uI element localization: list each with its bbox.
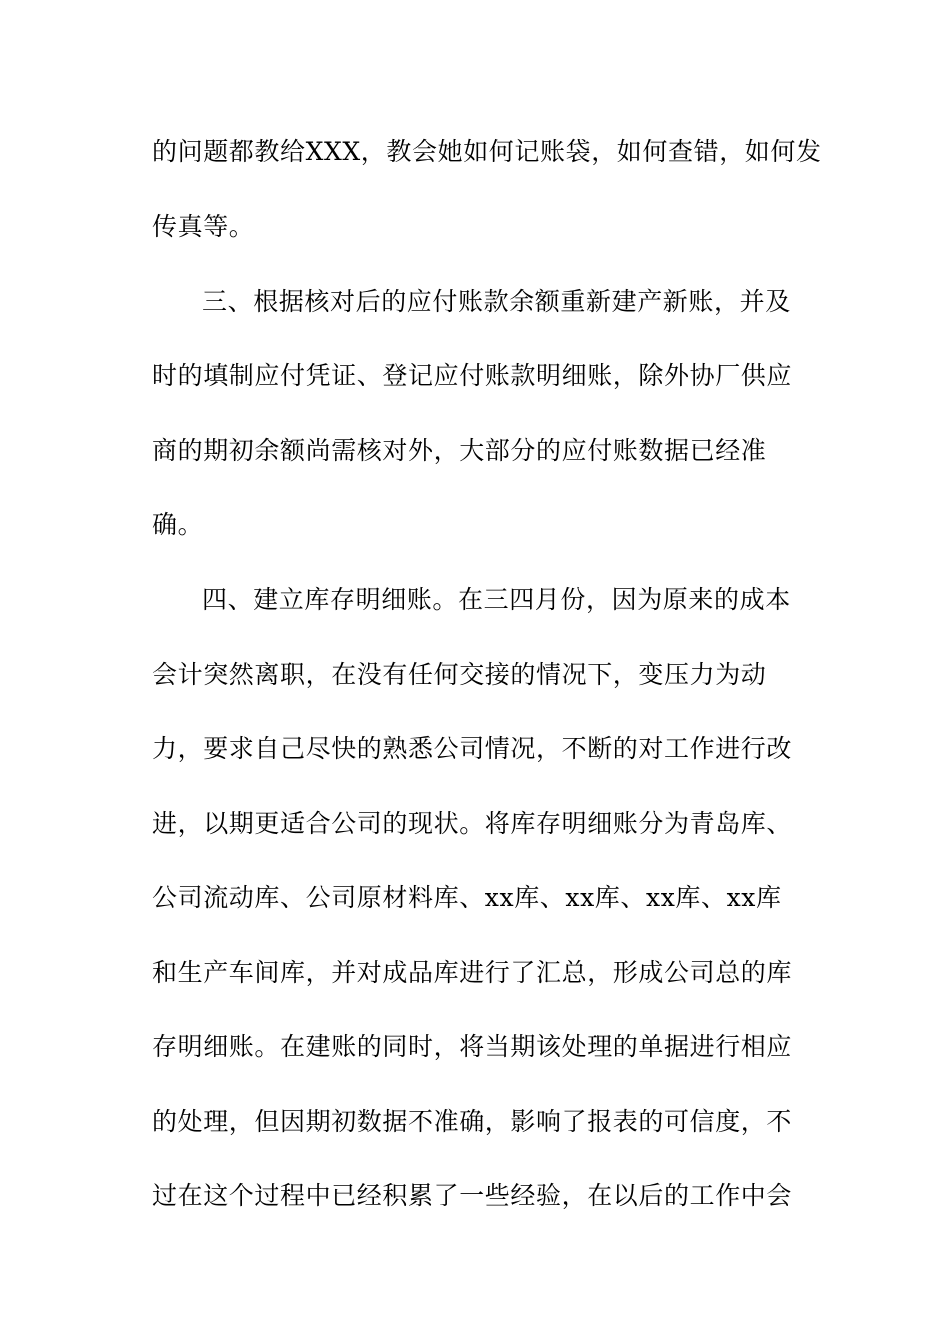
text-line: 和生产车间库，并对成品库进行了汇总，形成公司总的库 bbox=[152, 958, 793, 987]
text-line: 商的期初余额尚需核对外，大部分的应付账数据已经准 bbox=[152, 436, 767, 465]
text-line: 存明细账。在建账的同时，将当期该处理的单据进行相应 bbox=[152, 1032, 793, 1061]
text-line: 传真等。 bbox=[152, 212, 255, 241]
text-line: 进，以期更适合公司的现状。将库存明细账分为青岛库、 bbox=[152, 809, 793, 838]
text-line: 的问题都教给XXX，教会她如何记账袋，如何查错，如何发 bbox=[152, 137, 822, 166]
text-line: 的处理，但因期初数据不准确，影响了报表的可信度，不 bbox=[152, 1107, 793, 1136]
text-line: 会计突然离职，在没有任何交接的情况下，变压力为动 bbox=[152, 660, 767, 689]
text-line: 过在这个过程中已经积累了一些经验，在以后的工作中会 bbox=[152, 1181, 793, 1210]
text-line: 确。 bbox=[152, 510, 204, 539]
paragraph-start-line: 三、根据核对后的应付账款余额重新建产新账，并及 bbox=[202, 287, 791, 316]
text-line: 公司流动库、公司原材料库、xx库、xx库、xx库、xx库 bbox=[152, 883, 782, 912]
paragraph-start-line: 四、建立库存明细账。在三四月份，因为原来的成本 bbox=[202, 585, 791, 614]
text-line: 力，要求自己尽快的熟悉公司情况，不断的对工作进行改 bbox=[152, 734, 793, 763]
text-line: 时的填制应付凭证、登记应付账款明细账，除外协厂供应 bbox=[152, 361, 793, 390]
